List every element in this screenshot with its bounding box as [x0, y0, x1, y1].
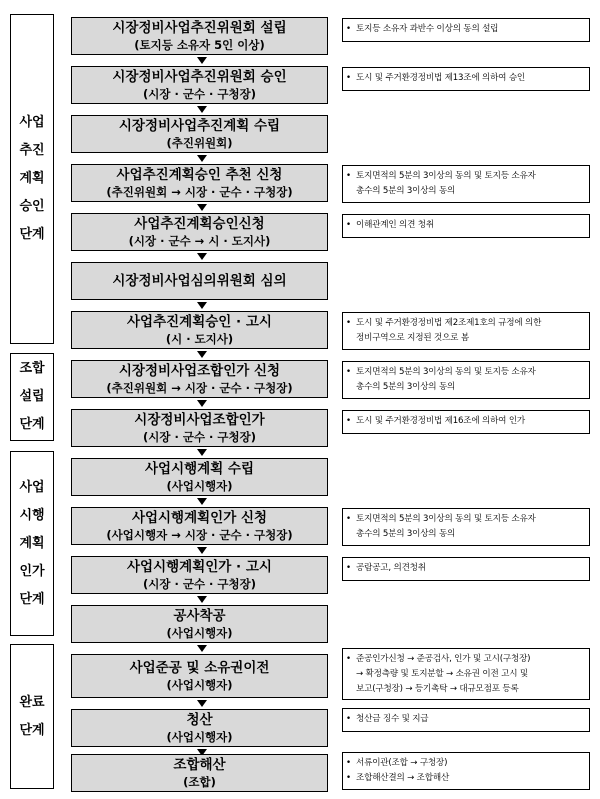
step-title: 시장정비사업조합인가 신청: [118, 363, 281, 379]
step-subtitle: (사업시행자): [166, 626, 233, 640]
note-line: • 토지등 소유자 과반수 이상의 동의 설립: [356, 22, 585, 37]
stage-label-line: 계획: [19, 535, 45, 551]
step-subtitle: (시장 · 군수 · 구청장): [142, 577, 257, 591]
step-subtitle: (시장 · 군수 · 구청장): [142, 87, 257, 101]
note-line: 보고(구청장) → 등기촉탁 → 대규모점포 등록: [356, 684, 519, 694]
flow-arrow: [197, 449, 207, 456]
step-union-application: [71, 360, 328, 398]
flow-arrow: [197, 700, 207, 707]
stage-union-establishment: [10, 353, 54, 441]
step-subtitle: (토지등 소유자 5인 이상): [134, 38, 265, 52]
step-subtitle: (추진위원회): [166, 136, 233, 150]
stage-label-line: 승인: [19, 199, 45, 214]
note-dissolution: [342, 752, 590, 790]
step-review-committee: [71, 262, 328, 300]
step-subtitle: (시장 · 군수 · 구청장): [142, 430, 257, 444]
note-implementation-consent: [342, 508, 590, 546]
step-title: 사업추진계획승인 추천 신청: [116, 167, 283, 183]
step-title: 시장정비사업추진계획 수립: [118, 118, 281, 134]
step-plan-formulation: [71, 115, 328, 153]
flow-arrow: [197, 253, 207, 260]
note-line: 정비구역으로 지정된 것으로 봄: [356, 333, 469, 343]
step-title: 공사착공: [173, 608, 226, 624]
note-union-authorization: [342, 410, 590, 434]
stage-completion: [10, 644, 54, 789]
step-title: 사업추진계획승인신청: [134, 216, 265, 232]
note-recommendation-consent: [342, 165, 590, 203]
note-redevelopment-zone: [342, 312, 590, 350]
note-line: • 서류이관(조합 → 구청장): [356, 756, 585, 771]
note-line: • 공람공고, 의견청취: [356, 561, 585, 576]
step-title: 사업시행계획인가 신청: [131, 510, 268, 526]
step-subtitle: (사업시행자): [166, 479, 233, 493]
flow-arrow: [197, 596, 207, 603]
note-line: 총수의 5분의 3이상의 동의: [356, 382, 456, 392]
note-line: 총수의 5분의 3이상의 동의: [356, 529, 456, 539]
note-line: • 조합해산결의 → 조합해산: [356, 771, 585, 786]
flow-arrow: [197, 106, 207, 113]
step-title: 사업추진계획승인 · 고시: [127, 314, 272, 330]
flow-arrow: [197, 57, 207, 64]
step-title: 조합해산: [173, 757, 226, 773]
note-line: • 토지면적의 5분의 3이상의 동의 및 토지등 소유자: [356, 365, 585, 380]
flow-arrow: [197, 400, 207, 407]
stage-label-line: 사업: [19, 479, 45, 495]
note-line: • 청산금 징수 및 지급: [356, 712, 585, 727]
step-plan-approval-application: [71, 213, 328, 251]
stage-label-line: 단계: [19, 417, 45, 432]
step-recommendation-application: [71, 164, 328, 202]
note-committee-approval: [342, 67, 590, 91]
note-line: • 토지면적의 5분의 3이상의 동의 및 토지등 소유자: [356, 512, 585, 527]
step-committee-establishment: [71, 17, 328, 55]
step-subtitle: (조합): [183, 775, 216, 789]
stage-implementation-plan: [10, 451, 54, 636]
step-title: 청산: [186, 712, 213, 728]
step-title: 시장정비사업심의위원회 심의: [112, 273, 287, 289]
flow-arrow: [197, 498, 207, 505]
step-subtitle: (시장 · 군수 → 시 · 도지사): [128, 234, 271, 248]
note-settlement: [342, 708, 590, 732]
step-subtitle: (사업시행자): [166, 678, 233, 692]
step-title: 사업시행계획인가 · 고시: [127, 559, 272, 575]
stage-label-line: 조합: [19, 361, 45, 376]
step-plan-approval-notice: [71, 311, 328, 349]
stage-label-line: 추진: [19, 143, 45, 158]
step-subtitle: (추진위원회 → 시장 · 군수 · 구청장): [106, 185, 293, 199]
step-completion-ownership-transfer: [71, 654, 328, 698]
note-line: • 도시 및 주거환경정비법 제13조에 의하여 승인: [356, 71, 585, 86]
step-subtitle: (시 · 도지사): [165, 332, 234, 346]
flow-arrow: [197, 155, 207, 162]
step-implementation-approval-notice: [71, 556, 328, 594]
stage-label-line: 단계: [19, 227, 45, 242]
step-union-authorization: [71, 409, 328, 447]
step-title: 사업준공 및 소유권이전: [129, 660, 270, 676]
stage-label-line: 설립: [19, 389, 45, 404]
step-title: 시장정비사업추진위원회 설립: [112, 20, 287, 36]
note-line: • 준공인가신청 → 준공검사, 인가 및 고시(구청장): [356, 652, 585, 667]
note-stakeholder-opinion: [342, 214, 590, 238]
stage-label-line: 사업: [19, 115, 45, 130]
flow-arrow: [197, 645, 207, 652]
step-construction-start: [71, 605, 328, 643]
stage-label-line: 단계: [19, 591, 45, 607]
note-line: • 이해관계인 의견 청취: [356, 218, 585, 233]
note-union-consent: [342, 361, 590, 399]
note-completion-procedure: [342, 648, 590, 700]
step-subtitle: (사업시행자): [166, 730, 233, 744]
step-union-dissolution: [71, 754, 328, 792]
note-line: • 토지면적의 5분의 3이상의 동의 및 토지등 소유자: [356, 169, 585, 184]
flow-arrow: [197, 547, 207, 554]
stage-label-line: 단계: [19, 722, 45, 738]
stage-label-line: 인가: [19, 563, 45, 579]
step-implementation-planning: [71, 458, 328, 496]
note-line: • 도시 및 주거환경정비법 제2조제1호의 규정에 의한: [356, 316, 585, 331]
step-title: 사업시행계획 수립: [144, 461, 255, 477]
step-title: 시장정비사업조합인가: [134, 412, 265, 428]
step-subtitle: (추진위원회 → 시장 · 군수 · 구청장): [106, 381, 293, 395]
note-committee-establishment: [342, 18, 590, 42]
step-committee-approval: [71, 66, 328, 104]
stage-label-line: 완료: [19, 694, 45, 710]
note-line: 총수의 5분의 3이상의 동의: [356, 186, 456, 196]
note-line: • 도시 및 주거환경정비법 제16조에 의하여 인가: [356, 414, 585, 429]
step-settlement: [71, 709, 328, 747]
flow-arrow: [197, 351, 207, 358]
stage-label-line: 계획: [19, 171, 45, 186]
step-title: 시장정비사업추진위원회 승인: [112, 69, 287, 85]
flow-arrow: [197, 204, 207, 211]
step-subtitle: (사업시행자 → 시장 · 군수 · 구청장): [106, 528, 293, 542]
step-implementation-application: [71, 507, 328, 545]
note-public-notice: [342, 557, 590, 581]
stage-plan-approval: [10, 14, 54, 344]
note-line: → 확정측량 및 토지분할 → 소유권 이전 고시 및: [356, 669, 528, 679]
flow-arrow: [197, 302, 207, 309]
stage-label-line: 시행: [19, 507, 45, 523]
